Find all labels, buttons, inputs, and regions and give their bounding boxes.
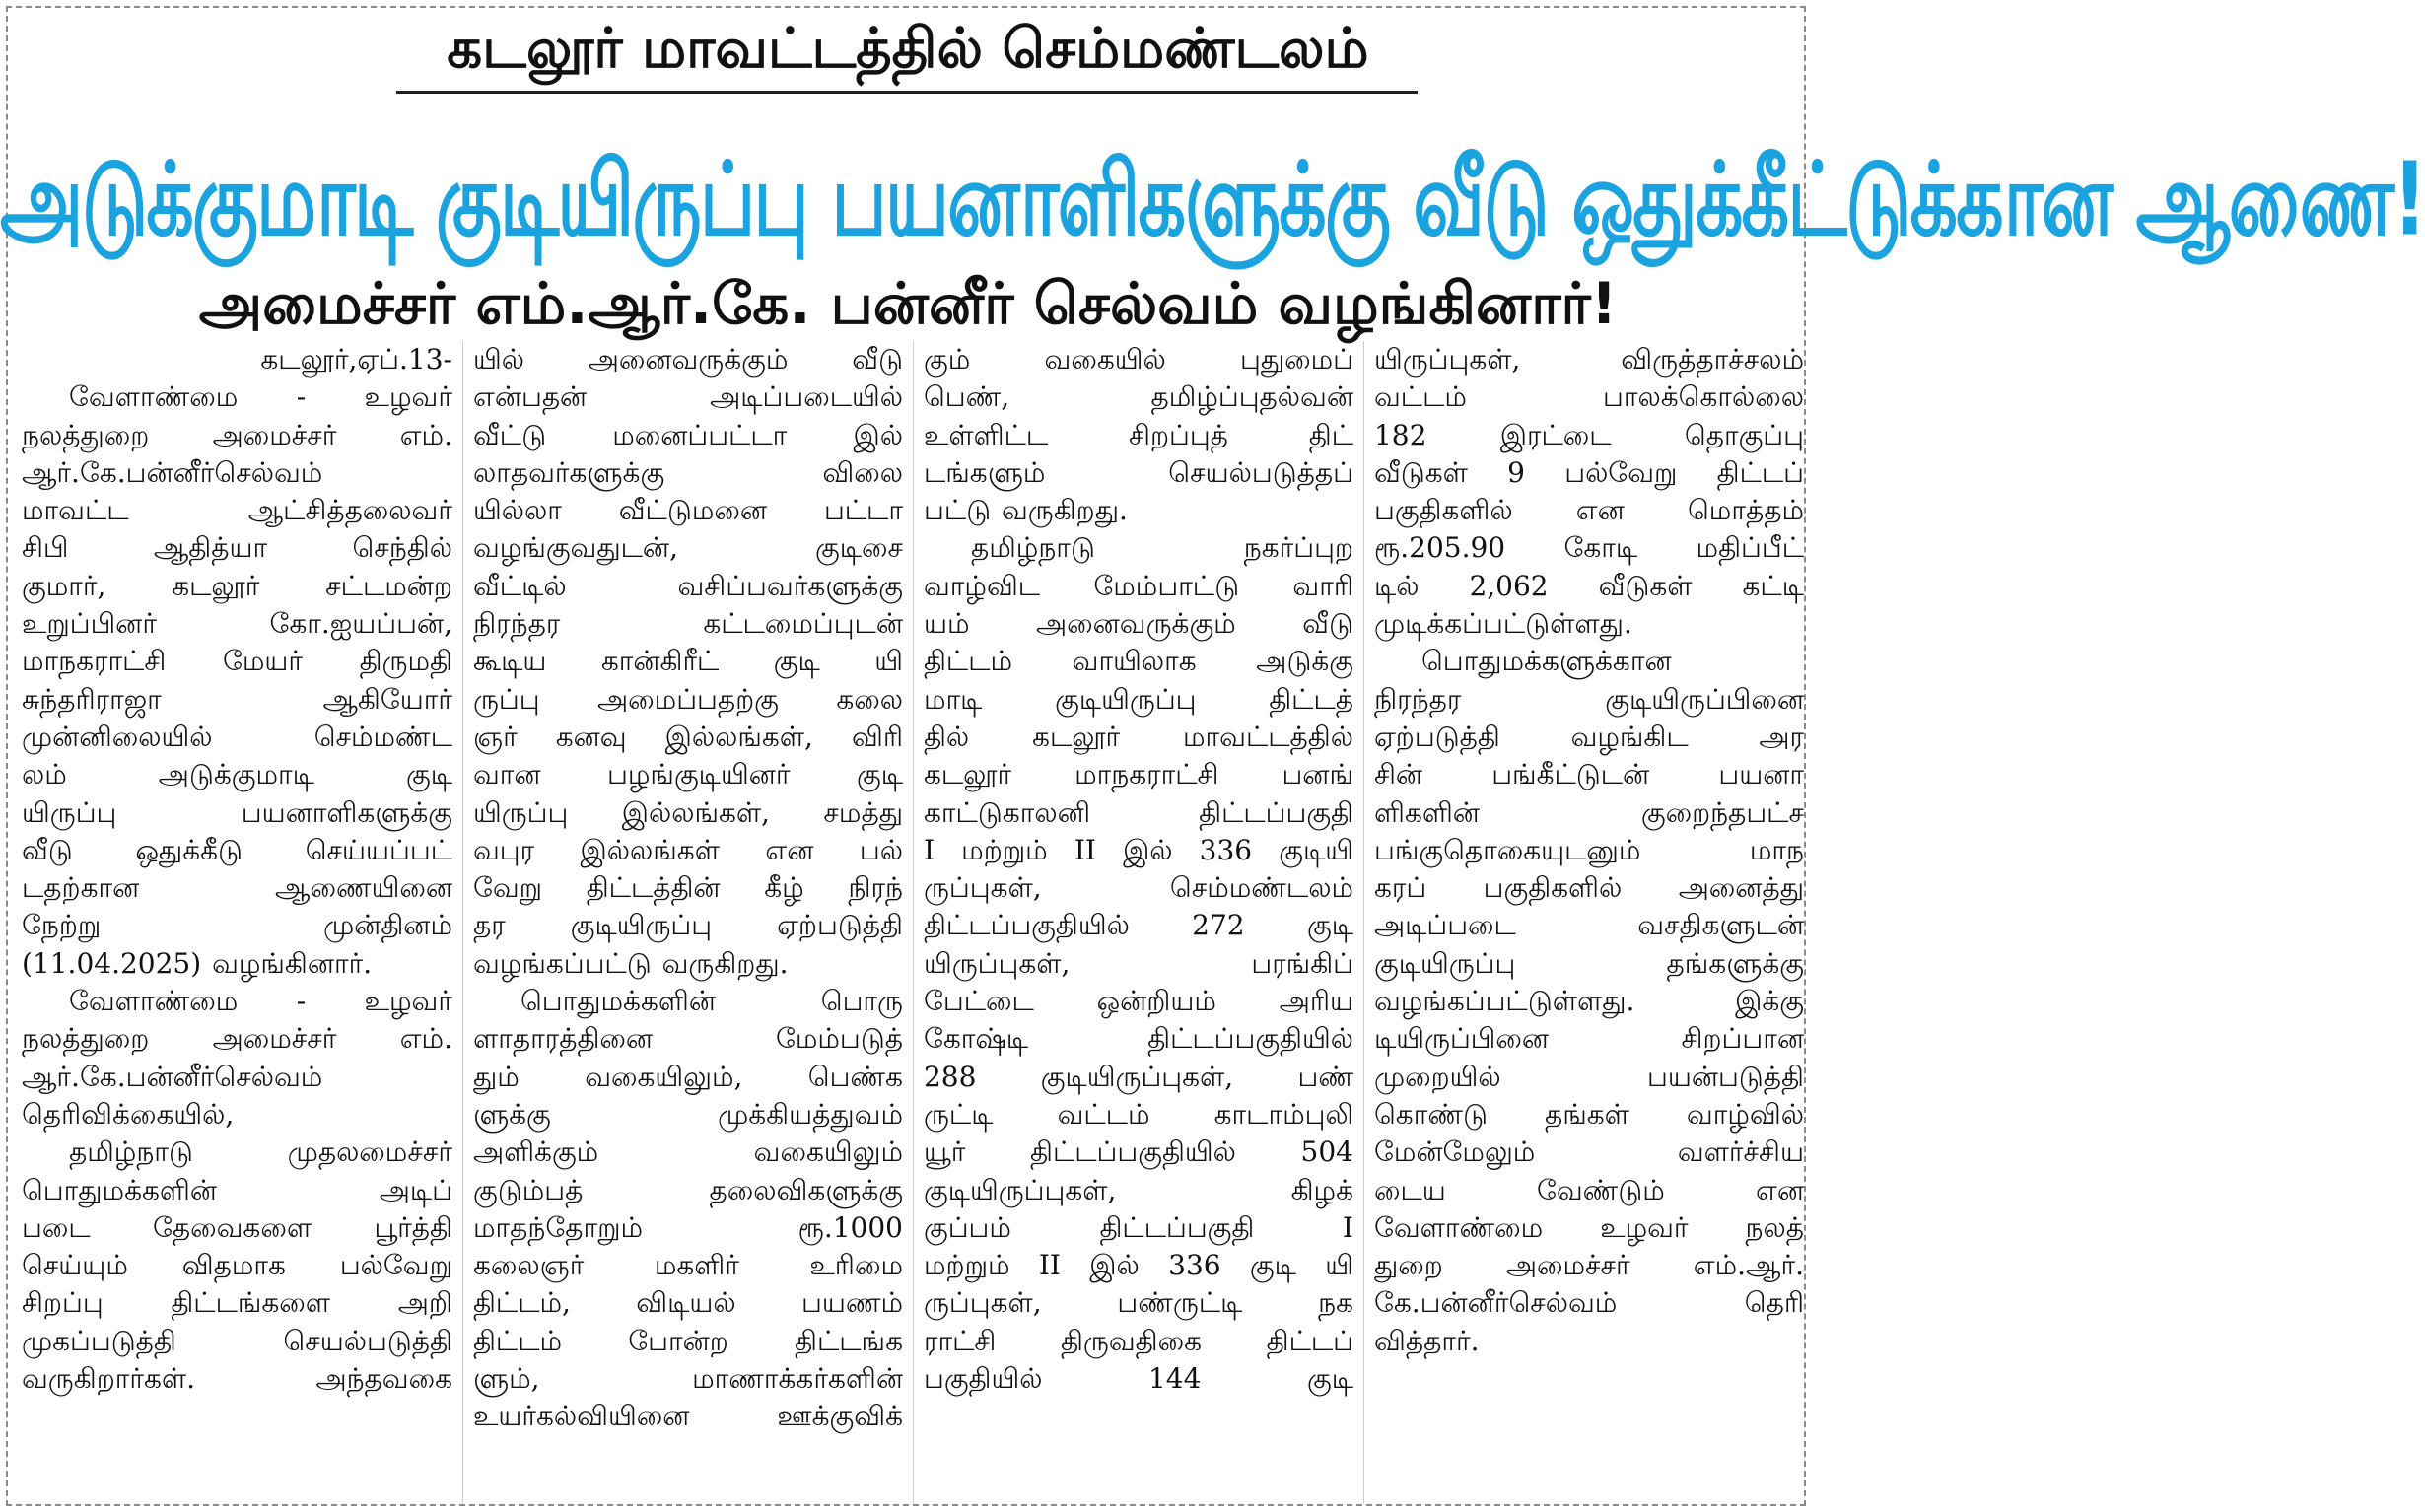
body-text-line: வீட்டில் வசிப்பவர்களுக்கு [472, 569, 903, 602]
body-text-line: தமிழ்நாடு நகர்ப்புற [970, 531, 1353, 565]
body-text-line: பேட்டை ஒன்றியம் அரிய [923, 985, 1353, 1018]
body-text-line: திட்டம் வாயிலாக அடுக்கு [923, 645, 1353, 678]
body-text-line: படை தேவைகளை பூர்த்தி [22, 1210, 452, 1244]
body-text-line: யிருப்பு பயனாளிகளுக்கு [22, 795, 452, 829]
body-text-line: கூடிய கான்கிரீட் குடி யி [472, 645, 903, 678]
body-text-line: நேற்று முன்தினம் [22, 909, 452, 942]
body-text-line: திட்டப்பகுதியில் 272 குடி [923, 909, 1353, 942]
body-text-line: ருட்டி வட்டம் காடாம்புலி [923, 1097, 1353, 1131]
body-text-line: பொதுமக்களின் பொரு [520, 985, 903, 1018]
body-text-line: ஆர்.கே.பன்னீர்செல்வம் [22, 455, 323, 489]
body-text-line: சுந்தரிராஜா ஆகியோர் [22, 682, 452, 716]
body-text-line: வித்தார். [1373, 1324, 1480, 1357]
body-text-line: குடியிருப்புகள், கிழக் [923, 1173, 1353, 1206]
body-text-line: நிரந்தர கட்டமைப்புடன் [472, 607, 903, 641]
body-text-line: வீடு ஒதுக்கீடு செய்யப்பட் [22, 833, 452, 866]
body-text-line: வீடுகள் 9 பல்வேறு திட்டப் [1373, 455, 1804, 489]
body-text-line: உறுப்பினர் கோ.ஐயப்பன், [22, 607, 452, 641]
body-text-line: நலத்துறை அமைச்சர் எம். [22, 418, 452, 451]
body-text-line: வழங்குவதுடன், குடிசை [472, 531, 903, 565]
body-column-1 [12, 341, 462, 1504]
body-text-line: யில் அனைவருக்கும் வீடு [472, 343, 903, 376]
body-text-line: (11.04.2025) வழங்கினார். [22, 946, 373, 980]
body-text-line: மாநகராட்சி மேயர் திருமதி [22, 645, 452, 678]
body-text-line: ராட்சி திருவதிகை திட்டப் [923, 1324, 1353, 1357]
body-text-line: திட்டம் போன்ற திட்டங்க [472, 1324, 903, 1357]
body-text-line: தர குடியிருப்பு ஏற்படுத்தி [472, 909, 903, 942]
body-text-line: குடும்பத் தலைவிகளுக்கு [472, 1173, 903, 1206]
body-text-line: பொதுமக்களின் அடிப் [22, 1173, 452, 1206]
body-text-line: முகப்படுத்தி செயல்படுத்தி [22, 1324, 452, 1357]
body-text-line: சிறப்பு திட்டங்களை அறி [22, 1286, 452, 1320]
body-text-line: குடியிருப்பு தங்களுக்கு [1373, 946, 1804, 980]
body-text-line: ரூ.205.90 கோடி மதிப்பீட் [1373, 531, 1804, 565]
body-text-line: நலத்துறை அமைச்சர் எம். [22, 1022, 452, 1056]
body-text-line: லம் அடுக்குமாடி குடி [22, 758, 452, 791]
body-text-line: கொண்டு தங்கள் வாழ்வில் [1373, 1097, 1804, 1131]
body-text-line: வழங்கப்பட்டு வருகிறது. [472, 946, 789, 980]
body-text-line: யம் அனைவருக்கும் வீடு [923, 607, 1353, 641]
body-text-line: வீட்டு மனைப்பட்டா இல் [472, 418, 903, 451]
body-text-line: திட்டம், விடியல் பயணம் [472, 1286, 903, 1320]
body-text-line: ளுக்கு முக்கியத்துவம் [472, 1097, 903, 1131]
body-text-line: முறையில் பயன்படுத்தி [1373, 1060, 1804, 1093]
body-text-line: முன்னிலையில் செம்மண்ட [22, 720, 452, 753]
body-text-line: வட்டம் பாலக்கொல்லை [1373, 380, 1804, 414]
article-subheadline: அமைச்சர் எம்.ஆர்.கே. பன்னீர் செல்வம் வழங்கினார்! [198, 270, 1618, 337]
body-text-line: அடிப்படை வசதிகளுடன் [1373, 909, 1804, 942]
body-column-3 [913, 341, 1363, 1504]
body-text-line: 288 குடியிருப்புகள், பண் [923, 1060, 1353, 1093]
body-text-line: பட்டு வருகிறது. [923, 494, 1128, 527]
body-text-line: கோஷ்டி திட்டப்பகுதியில் [923, 1022, 1353, 1056]
body-text-line: செய்யும் விதமாக பல்வேறு [22, 1249, 452, 1282]
body-text-line: ருப்புகள், பண்ருட்டி நக [923, 1286, 1353, 1320]
body-text-line: வேறு திட்டத்தின் கீழ் நிரந் [472, 871, 903, 905]
body-text-line: வேளாண்மை உழவர் நலத் [1373, 1210, 1804, 1244]
body-text-line: மற்றும் II இல் 336 குடி யி [923, 1249, 1353, 1282]
body-text-line: தெரிவிக்கையில், [22, 1097, 235, 1131]
body-text-line: I மற்றும் II இல் 336 குடியி [923, 833, 1353, 866]
body-text-line: பங்குதொகையுடனும் மாந [1373, 833, 1804, 866]
body-text-line: பகுதியில் 144 குடி [923, 1362, 1353, 1396]
body-column-4 [1363, 341, 1814, 1504]
body-text-line: வருகிறார்கள். அந்தவகை [22, 1362, 452, 1396]
body-text-line: குமார், கடலூர் சட்டமன்ற [22, 569, 452, 602]
body-text-line: தில் கடலூர் மாவட்டத்தில் [923, 720, 1353, 753]
body-text-line: துறை அமைச்சர் எம்.ஆர். [1373, 1249, 1804, 1282]
body-text-line: ஏற்படுத்தி வழங்கிட அர [1373, 720, 1804, 753]
body-text-line: யில்லா வீட்டுமனை பட்டா [472, 494, 903, 527]
body-text-line: கடலூர்,ஏப்.13- [260, 343, 452, 376]
body-text-line: ருப்பு அமைப்பதற்கு கலை [472, 682, 903, 716]
kicker-underline [396, 91, 1418, 94]
body-text-line: ஞர் கனவு இல்லங்கள், விரி [472, 720, 903, 753]
body-text-line: தும் வகையிலும், பெண்க [472, 1060, 903, 1093]
body-text-line: மேன்மேலும் வளர்ச்சிய [1373, 1135, 1804, 1169]
body-text-line: பெண், தமிழ்ப்புதல்வன் [923, 380, 1353, 414]
body-text-line: சின் பங்கீட்டுடன் பயனா [1373, 758, 1804, 791]
body-text-line: என்பதன் அடிப்படையில் [472, 380, 903, 414]
body-column-2 [462, 341, 913, 1504]
body-text-line: ருப்புகள், செம்மண்டலம் [923, 871, 1353, 905]
body-text-line: டங்களும் செயல்படுத்தப் [923, 455, 1353, 489]
body-text-line: பகுதிகளில் என மொத்தம் [1373, 494, 1804, 527]
body-text-line: யிருப்புகள், பரங்கிப் [923, 946, 1353, 980]
body-text-line: காட்டுகாலனி திட்டப்பகுதி [923, 795, 1353, 829]
body-text-line: கரப் பகுதிகளில் அனைத்து [1373, 871, 1804, 905]
body-text-line: யூர் திட்டப்பகுதியில் 504 [923, 1135, 1353, 1169]
body-text-line: சிபி ஆதித்யா செந்தில் [22, 531, 452, 565]
body-text-line: 182 இரட்டை தொகுப்பு [1373, 418, 1804, 451]
body-text-line: ளும், மாணாக்கர்களின் [472, 1362, 903, 1396]
body-text-line: கலைஞர் மகளிர் உரிமை [472, 1249, 903, 1282]
body-text-line: உயர்கல்வியினை ஊக்குவிக் [472, 1400, 903, 1433]
body-text-line: தமிழ்நாடு முதலமைச்சர் [69, 1135, 452, 1169]
body-text-line: வாழ்விட மேம்பாட்டு வாரி [923, 569, 1353, 602]
body-text-line: யிருப்புகள், விருத்தாச்சலம் [1373, 343, 1804, 376]
body-text-line: முடிக்கப்பட்டுள்ளது. [1373, 607, 1632, 641]
body-text-line: டில் 2,062 வீடுகள் கட்டி [1373, 569, 1804, 602]
body-text-line: கே.பன்னீர்செல்வம் தெரி [1373, 1286, 1804, 1320]
body-text-line: உள்ளிட்ட சிறப்புத் திட் [923, 418, 1353, 451]
body-text-line: நிரந்தர குடியிருப்பினை [1373, 682, 1804, 716]
body-text-line: குப்பம் திட்டப்பகுதி I [923, 1210, 1353, 1244]
body-text-line: ளிகளின் குறைந்தபட்ச [1373, 795, 1804, 829]
article-headline: அடுக்குமாடி குடியிருப்பு பயனாளிகளுக்கு வீடு ஒதுக்கீட்டுக்கான ஆணை! [0, 139, 2425, 258]
article-kicker: கடலூர் மாவட்டத்தில் செம்மண்டலம் [447, 17, 1369, 81]
body-text-line: டியிருப்பினை சிறப்பான [1373, 1022, 1804, 1056]
body-text-line: டைய வேண்டும் என [1373, 1173, 1804, 1206]
body-text-line: மாடி குடியிருப்பு திட்டத் [923, 682, 1353, 716]
body-text-line: கும் வகையில் புதுமைப் [923, 343, 1353, 376]
body-text-line: ஆர்.கே.பன்னீர்செல்வம் [22, 1060, 323, 1093]
body-text-line: பொதுமக்களுக்கான [1420, 645, 1672, 678]
body-text-line: அளிக்கும் வகையிலும் [472, 1135, 903, 1169]
body-text-line: வழங்கப்பட்டுள்ளது. இக்கு [1373, 985, 1804, 1018]
body-text-line: ளாதாரத்தினை மேம்படுத் [472, 1022, 903, 1056]
body-text-line: டதற்கான ஆணையினை [22, 871, 452, 905]
body-text-line: மாதந்தோறும் ரூ.1000 [472, 1210, 903, 1244]
body-text-line: வேளாண்மை - உழவர் [69, 380, 452, 414]
body-text-line: கடலூர் மாநகராட்சி பனங் [923, 758, 1353, 791]
body-text-line: வேளாண்மை - உழவர் [69, 985, 452, 1018]
article-body [12, 341, 1814, 1504]
body-text-line: யிருப்பு இல்லங்கள், சமத்து [472, 795, 903, 829]
body-text-line: வான பழங்குடியினர் குடி [472, 758, 903, 791]
body-text-line: லாதவர்களுக்கு விலை [472, 455, 903, 489]
body-text-line: வபுர இல்லங்கள் என பல் [472, 833, 903, 866]
body-text-line: மாவட்ட ஆட்சித்தலைவர் [22, 494, 452, 527]
